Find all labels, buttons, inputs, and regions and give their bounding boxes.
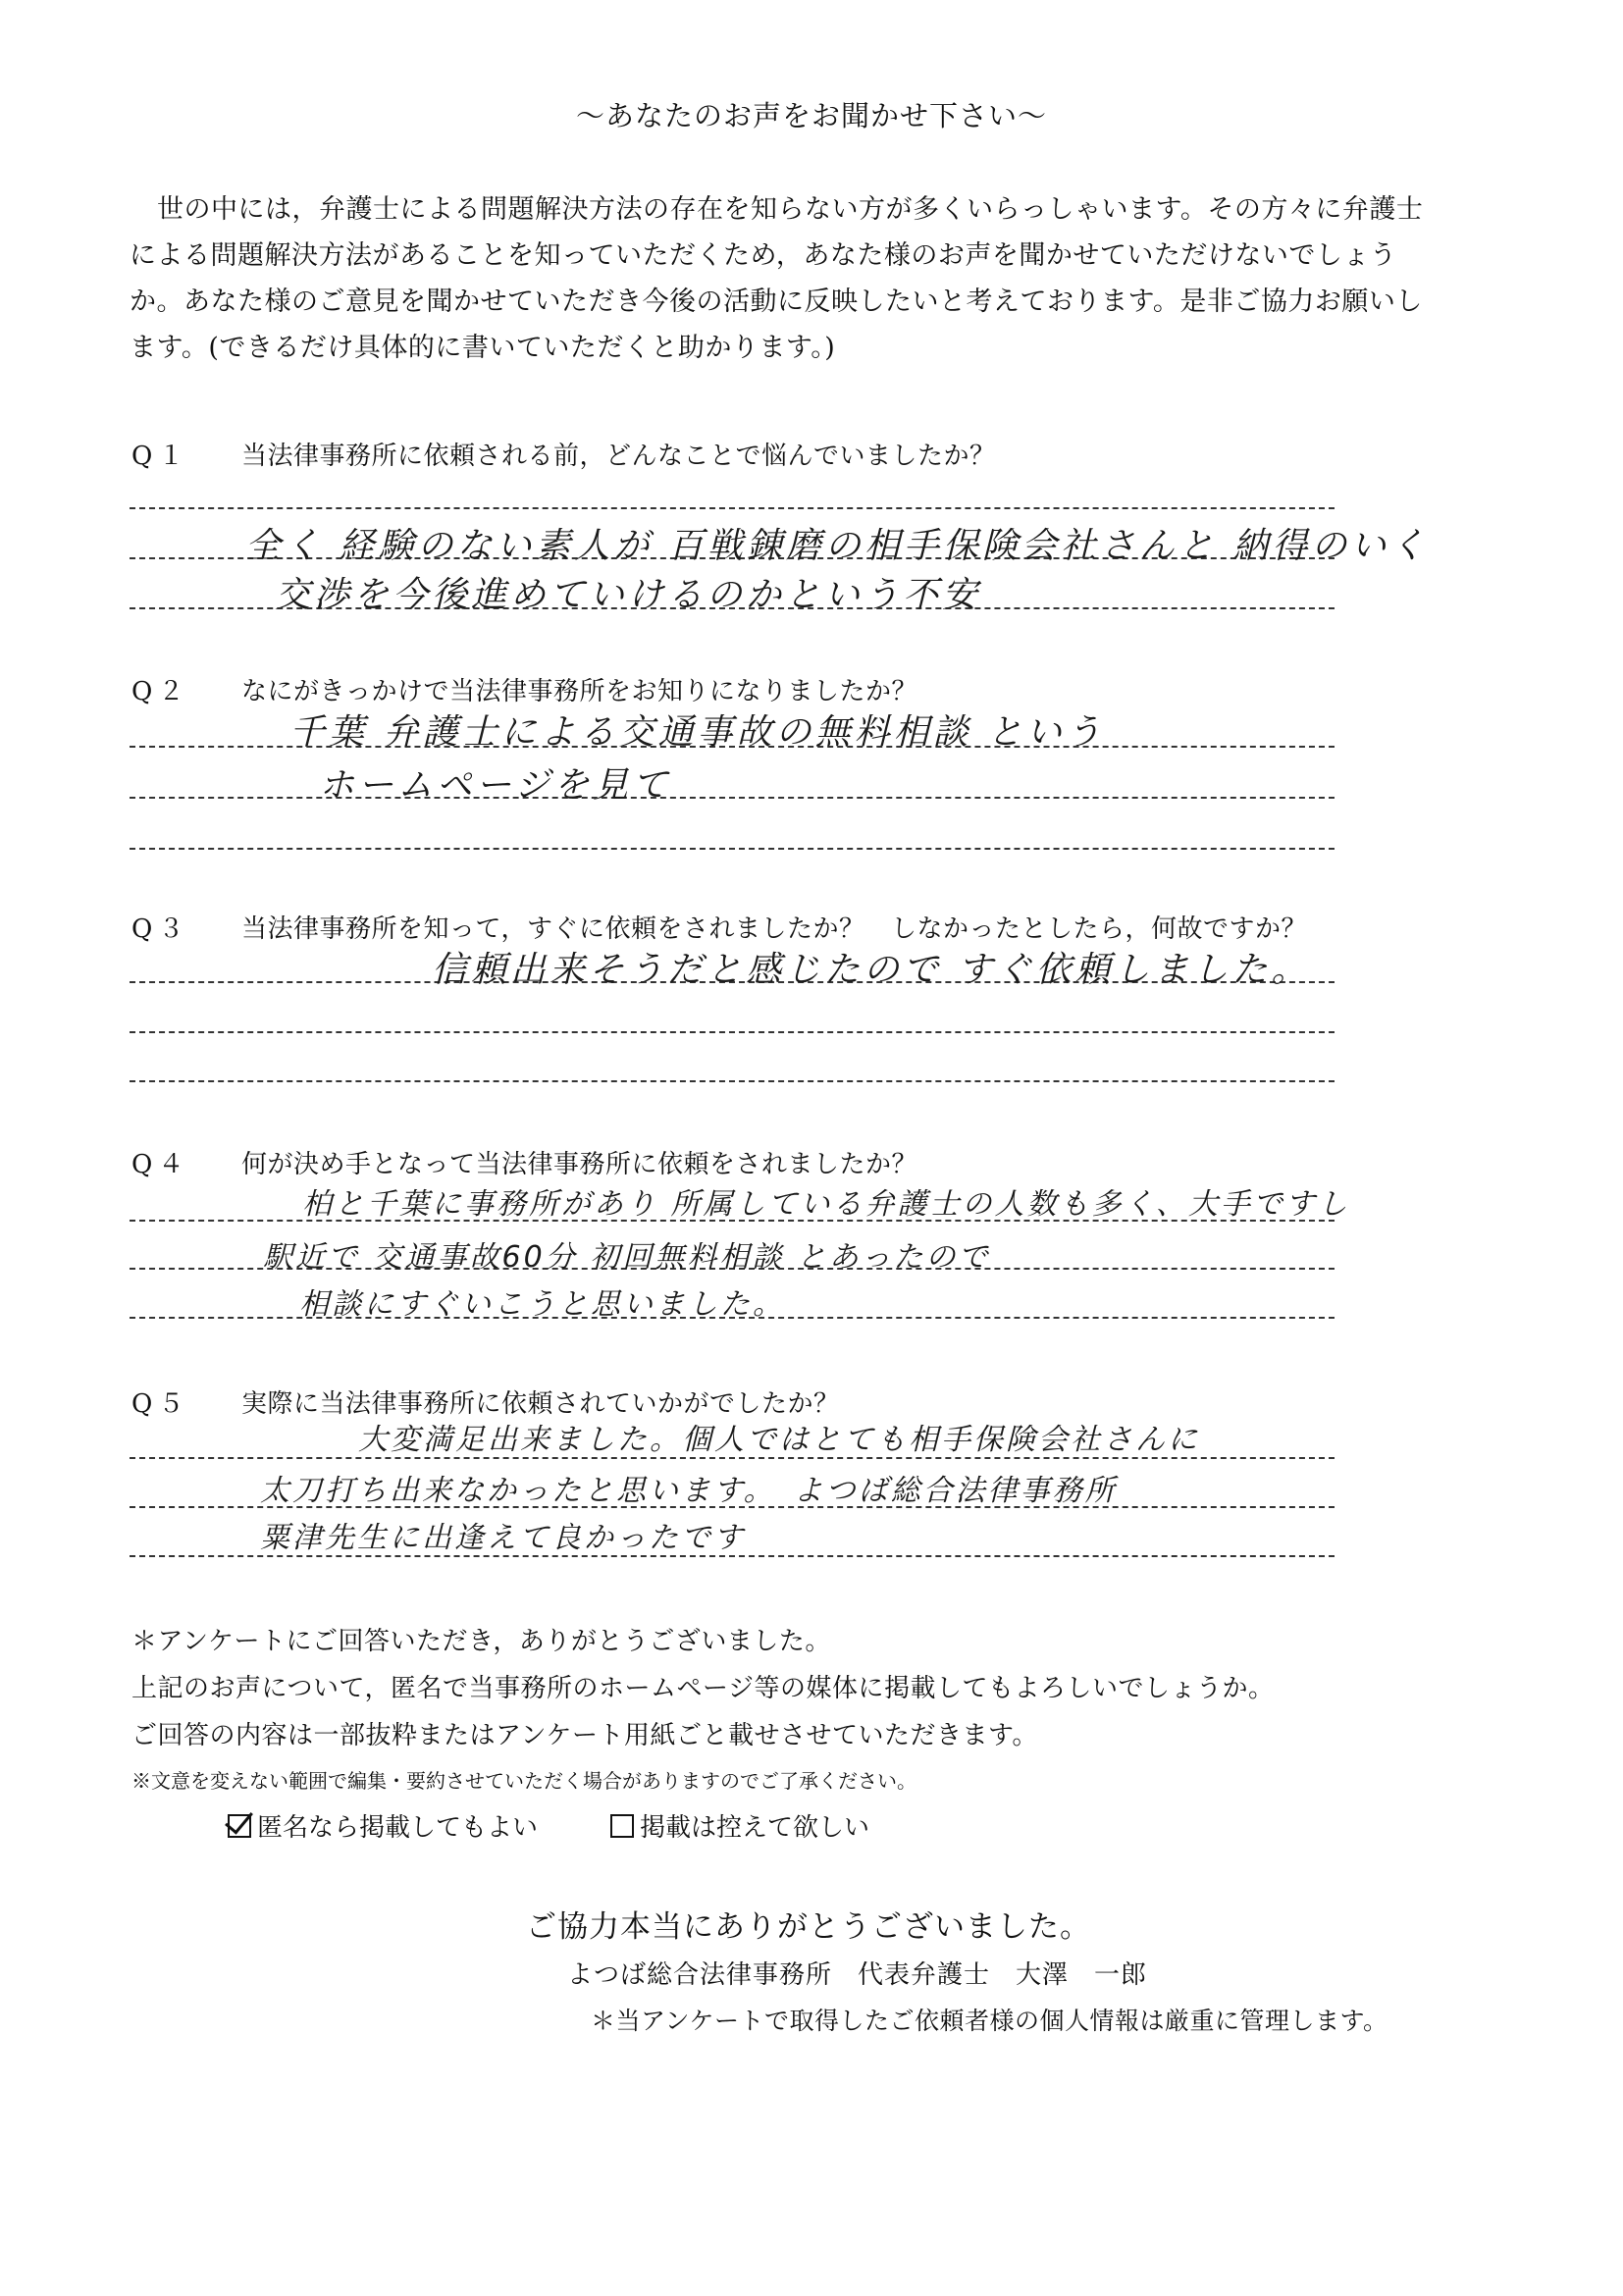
representative-surname: 大澤 <box>1016 1960 1070 1990</box>
answer-line <box>130 507 1335 509</box>
privacy-notice: ＊当アンケートで取得したご依頼者様の個人情報は厳重に管理します。 <box>591 2007 1388 2035</box>
question-5-number: Q５ <box>131 1389 190 1419</box>
closing-editing-note <box>131 1765 916 1794</box>
question-3-text: 当法律事務所を知って，すぐに依頼をされましたか？ しなかったとしたら，何故ですか？ <box>241 914 1307 944</box>
answer-line <box>130 848 1335 850</box>
answer-line <box>130 1031 1335 1033</box>
answer-4-handwriting: 相談にすぐいこうと思いました。 <box>299 1287 785 1322</box>
representative-title: 代表弁護士 <box>858 1960 991 1990</box>
answer-3-handwriting: 信頼出来そうだと感じたので すぐ依頼しました。 <box>432 950 1311 990</box>
answer-line <box>130 797 1335 799</box>
answer-5-handwriting: 粟津先生に出逢えて良かったです <box>260 1521 746 1555</box>
page-title: ～あなたのお声をお聞かせ下さい～ <box>575 99 1047 132</box>
answer-5-handwriting: 太刀打ち出来なかったと思います。 よつば総合法律事務所 <box>260 1474 1118 1508</box>
closing-consent-detail: ご回答の内容は一部抜粋またはアンケート用紙ごと載せさせていただきます。 <box>131 1721 1038 1750</box>
question-2-text: なにがきっかけで当法律事務所をお知りになりましたか？ <box>241 677 918 706</box>
question-4-text: 何が決め手となって当法律事務所に依頼をされましたか？ <box>241 1150 918 1179</box>
representative-given-name: 一郎 <box>1094 1960 1148 1990</box>
question-2-number: Q２ <box>131 677 190 706</box>
consent-options <box>228 1807 869 1844</box>
check-mark-icon <box>225 1804 253 1834</box>
answer-line <box>130 1080 1335 1082</box>
intro-line: による問題解決方法があることを知っていただくため，あなた様のお声を聞かせていただけないでしょう <box>130 240 1397 271</box>
question-1-number: Q１ <box>131 442 190 471</box>
question-5-text: 実際に当法律事務所に依頼されていかがでしたか？ <box>241 1389 840 1419</box>
option-decline-label: 掲載は控えて欲しい <box>640 1813 870 1843</box>
footer-signature <box>567 1955 1147 1991</box>
intro-line: か。あなた様のご意見を聞かせていただき今後の活動に反映したいと考えております。是非ご協力お願いし <box>130 287 1423 317</box>
answer-5-handwriting: 大変満足出来ました。個人ではとても相手保険会社さんに <box>358 1423 1200 1457</box>
intro-line: 世の中には，弁護士による問題解決方法の存在を知らない方が多くいらっしゃいます。その方々に弁護士 <box>157 194 1424 225</box>
editing-note-text: ※文意を変えない範囲で編集・要約させていただく場合がありますのでご了承ください。 <box>131 1769 916 1793</box>
footer-thanks: ご協力本当にありがとうございました。 <box>526 1909 1091 1945</box>
firm-name: よつば総合法律事務所 <box>567 1960 833 1990</box>
closing-consent-question: 上記のお声について，匿名で当事務所のホームページ等の媒体に掲載してもよろしいでしょうか。 <box>131 1674 1275 1703</box>
intro-line: ます。(できるだけ具体的に書いていただくと助かります。) <box>130 333 836 363</box>
answer-4-handwriting: 駅近で 交通事故60分 初回無料相談 とあったので <box>263 1240 991 1275</box>
answer-4-handwriting: 柏と千葉に事務所があり 所属している弁護士の人数も多く、大手ですし <box>302 1187 1350 1222</box>
checkbox-allow-anonymous[interactable] <box>228 1814 251 1838</box>
answer-1-handwriting: 交渉を今後進めていけるのかという不安 <box>275 575 982 615</box>
option-allow-anonymous-label: 匿名なら掲載してもよい <box>257 1813 539 1843</box>
question-4-number: Q４ <box>131 1150 190 1179</box>
closing-thanks: ＊アンケートにご回答いただき，ありがとうございました。 <box>131 1627 831 1656</box>
answer-2-handwriting: 千葉 弁護士による交通事故の無料相談 という <box>289 712 1105 753</box>
question-3-number: Q３ <box>131 914 190 944</box>
answer-2-handwriting: ホームページを見て <box>319 765 672 806</box>
question-1-text: 当法律事務所に依頼される前，どんなことで悩んでいましたか？ <box>241 442 996 471</box>
answer-1-handwriting: 全く 経験のない素人が 百戦錬磨の相手保険会社さんと 納得のいく <box>245 526 1430 566</box>
checkbox-decline-publication[interactable] <box>610 1814 634 1838</box>
intro-paragraph <box>130 186 1503 371</box>
